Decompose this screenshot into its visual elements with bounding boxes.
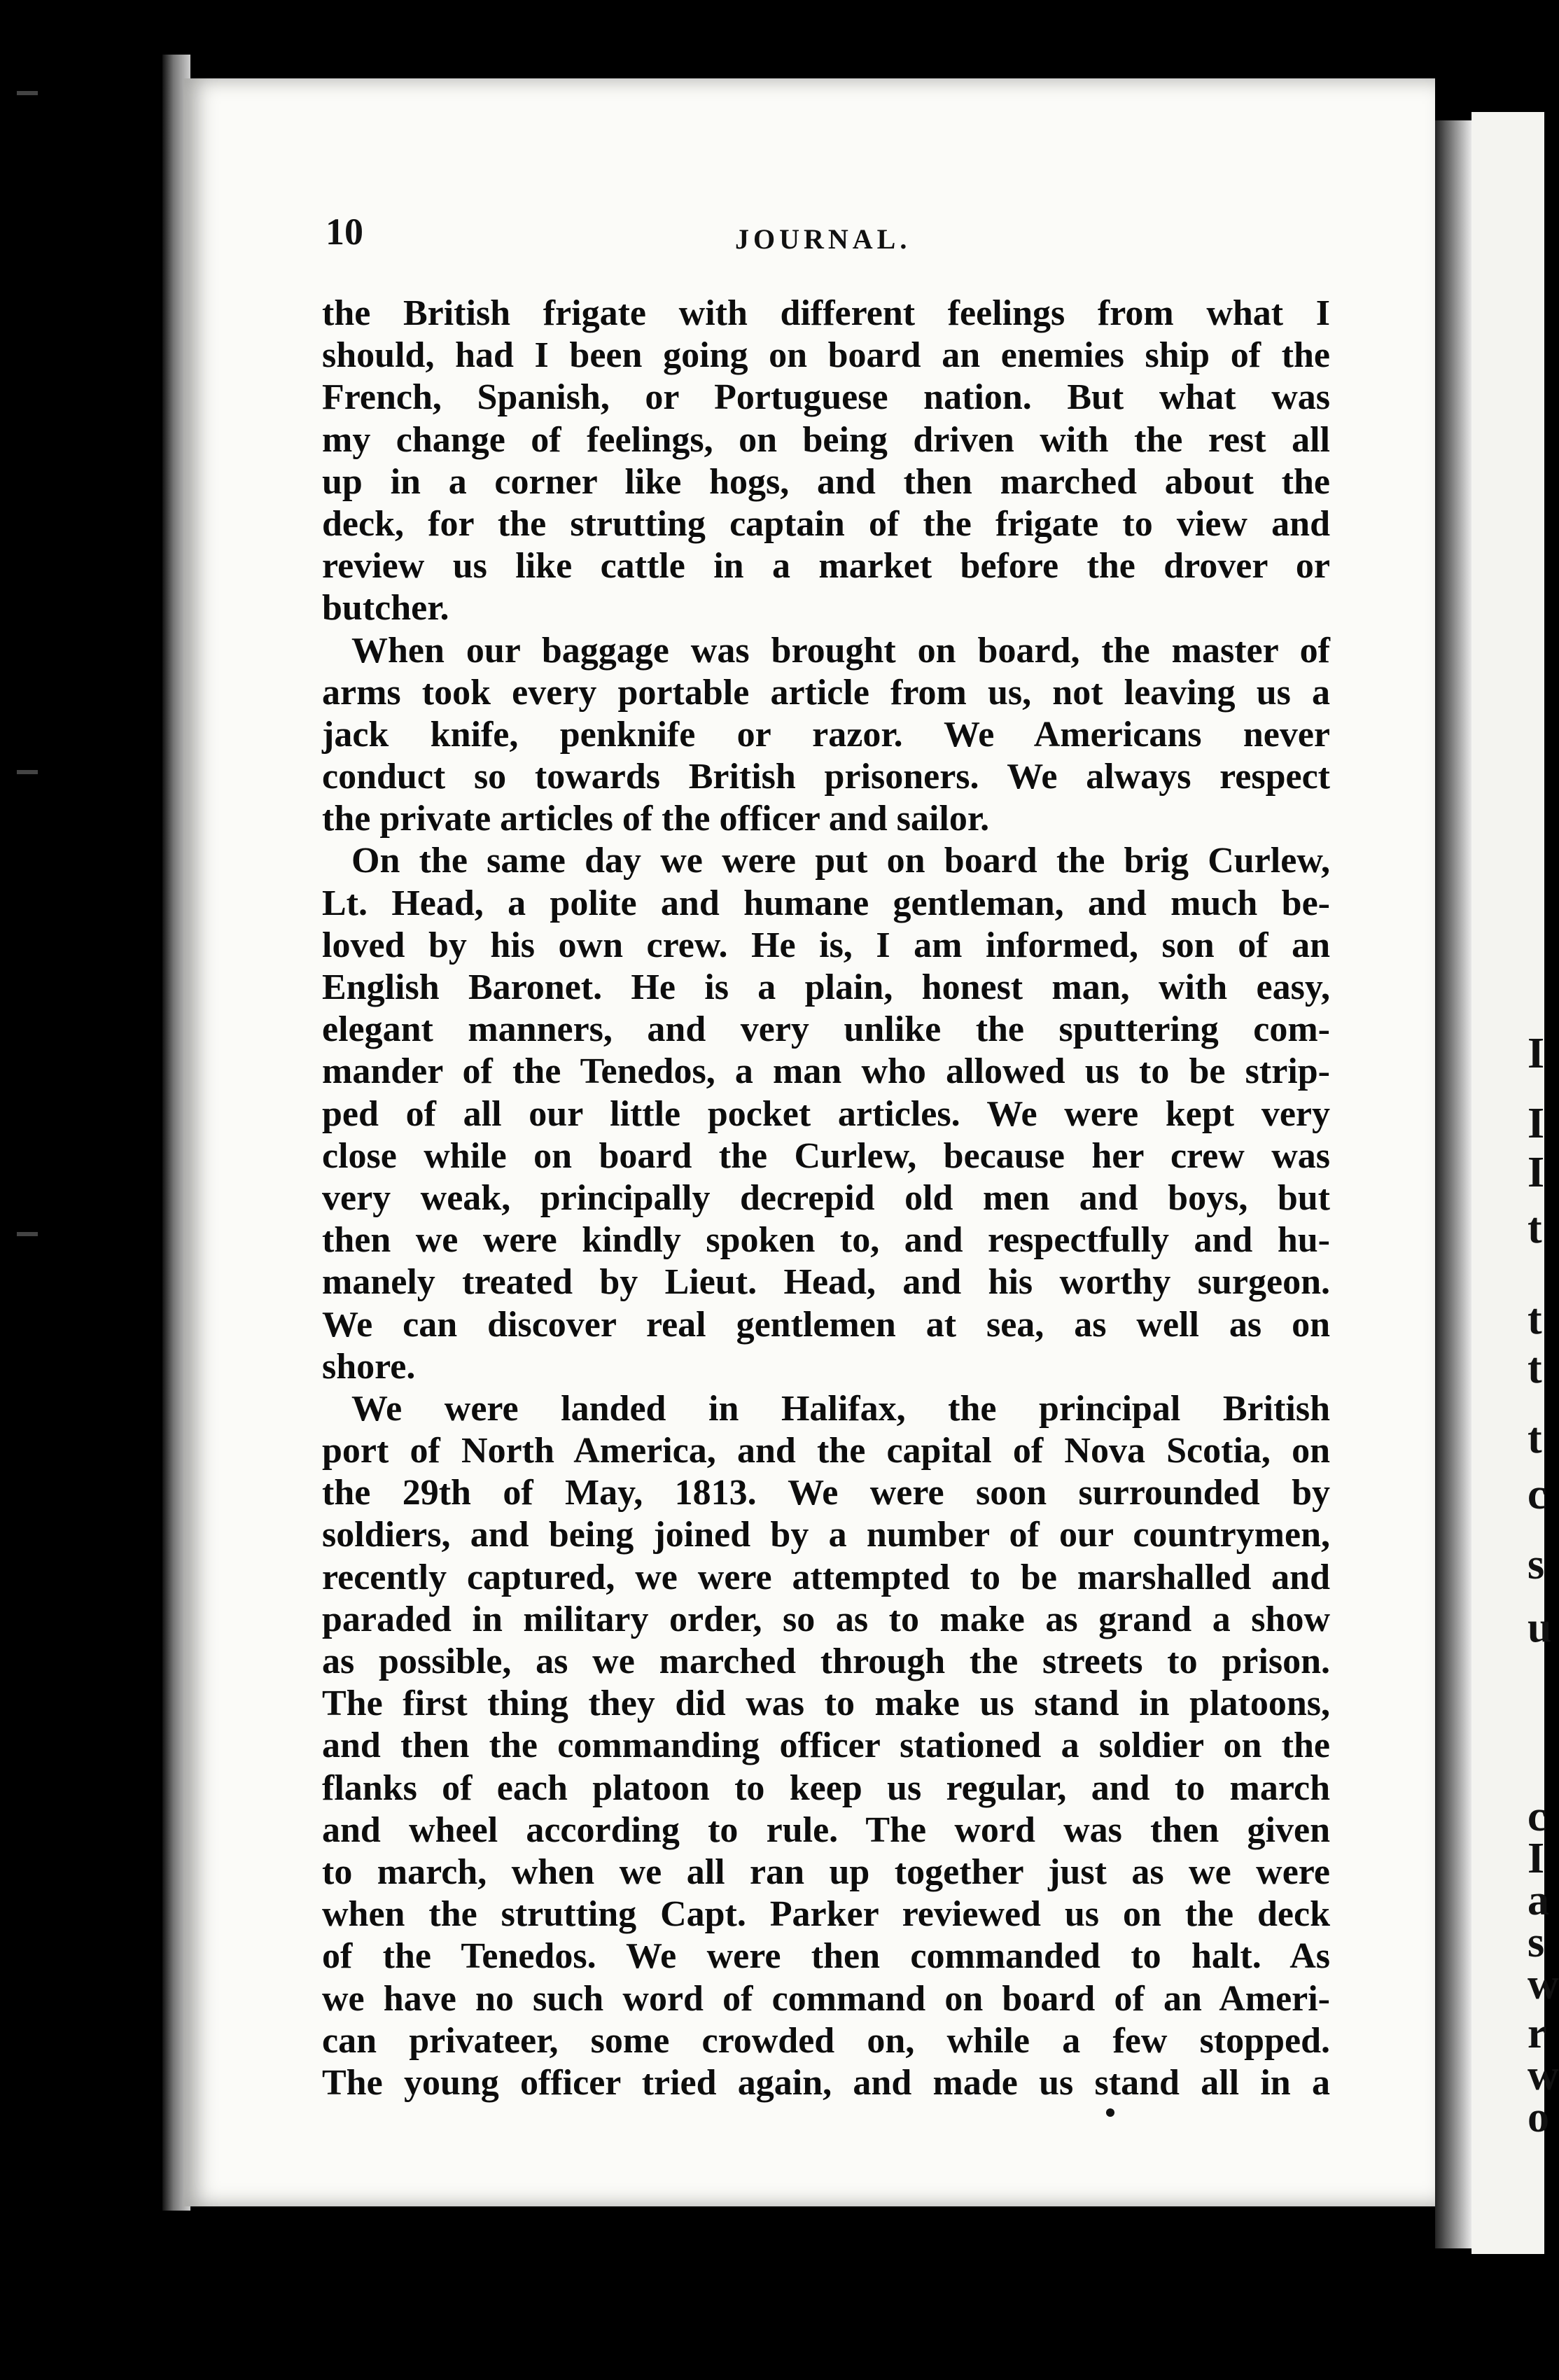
text-line: of the Tenedos. We were then commanded to halt. As xyxy=(322,1936,1330,1977)
facing-page-letter: t xyxy=(1527,1205,1542,1252)
facing-page-letter: s xyxy=(1527,1541,1545,1588)
text-line: deck, for the strutting captain of the frigate to view and xyxy=(322,503,1330,544)
text-line: review us like cattle in a market before the drover or xyxy=(322,546,1330,587)
facing-page-letter: I xyxy=(1527,1030,1545,1077)
facing-page-letter: u xyxy=(1527,1604,1552,1651)
text-line: very weak, principally decrepid old men and boys, but xyxy=(322,1177,1330,1218)
text-line: On the same day we were put on board the brig Curlew, xyxy=(351,841,1330,881)
facing-page-edge xyxy=(1471,112,1559,2254)
text-line: ped of all our little pocket articles. We were kept very xyxy=(322,1093,1330,1134)
text-line: port of North America, and the capital of Nova Scotia, on xyxy=(322,1431,1330,1471)
facing-page-letter: t xyxy=(1527,1345,1542,1392)
spine-mark xyxy=(17,91,38,95)
text-line: When our baggage was brought on board, the master of xyxy=(351,630,1330,671)
facing-page-letter: w xyxy=(1527,2052,1559,2099)
body-text xyxy=(322,293,1330,2104)
spine-mark xyxy=(17,1232,38,1236)
text-line: mander of the Tenedos, a man who allowed us to be strip- xyxy=(322,1051,1330,1092)
facing-page-letter: s xyxy=(1527,1919,1545,1966)
text-line: should, had I been going on board an enemies ship of the xyxy=(322,335,1330,376)
text-line: The first thing they did was to make us stand in platoons, xyxy=(322,1684,1330,1724)
text-line: and then the commanding officer stationed a soldier on the xyxy=(322,1726,1330,1766)
facing-page-letter: a xyxy=(1527,1877,1549,1924)
facing-page-letter: I xyxy=(1527,1835,1545,1882)
text-line: when the strutting Capt. Parker reviewed us on the deck xyxy=(322,1894,1330,1935)
text-line: arms took every portable article from us, not leaving us a xyxy=(322,672,1330,713)
text-line: as possible, as we marched through the streets to prison. xyxy=(322,1642,1330,1681)
text-line: and wheel according to rule. The word was then given xyxy=(322,1809,1330,1850)
text-line: the 29th of May, 1813. We were soon surrounded by xyxy=(322,1473,1330,1513)
text-line: paraded in military order, so as to make as grand a show xyxy=(322,1599,1330,1639)
text-line: shore. xyxy=(322,1346,416,1387)
facing-page-letter: o xyxy=(1527,2094,1549,2141)
text-line: jack knife, penknife or razor. We Americans never xyxy=(322,714,1330,755)
text-line: butcher. xyxy=(322,588,449,629)
page-number: 10 xyxy=(326,211,363,253)
text-line: the private articles of the officer and sailor. xyxy=(322,799,990,839)
facing-page-letter: t xyxy=(1527,1415,1542,1462)
spine-mark xyxy=(17,770,38,774)
text-line: We were landed in Halifax, the principal British xyxy=(351,1388,1330,1429)
text-line: soldiers, and being joined by a number of our countrymen, xyxy=(322,1515,1330,1555)
text-line: recently captured, we were attempted to be marshalled and xyxy=(322,1557,1330,1597)
text-line: French, Spanish, or Portuguese nation. But what was xyxy=(322,377,1330,418)
text-line: elegant manners, and very unlike the sputtering com- xyxy=(322,1009,1330,1050)
text-line: to march, when we all ran up together just as we were xyxy=(322,1851,1330,1892)
text-line: the British frigate with different feelings from what I xyxy=(322,293,1330,333)
text-line: loved by his own crew. He is, I am informed, son of an xyxy=(322,925,1330,965)
text-line: close while on board the Curlew, because her crew was xyxy=(322,1135,1330,1176)
ink-dot xyxy=(1106,2108,1114,2117)
facing-page-letter: c xyxy=(1527,1471,1547,1518)
text-line: We can discover real gentlemen at sea, as well as on xyxy=(322,1304,1330,1345)
text-line: conduct so towards British prisoners. We always respect xyxy=(322,757,1330,797)
book-gutter xyxy=(1435,120,1471,2248)
facing-page-letter: I xyxy=(1527,1100,1545,1147)
text-line: then we were kindly spoken to, and respectfully and hu- xyxy=(322,1220,1330,1261)
facing-page-letter: w xyxy=(1527,1961,1559,2008)
facing-page-letter: I xyxy=(1527,1149,1545,1196)
facing-page-letter: t xyxy=(1527,1296,1542,1343)
text-line: flanks of each platoon to keep us regular, and to march xyxy=(322,1768,1330,1808)
text-line: English Baronet. He is a plain, honest man, with easy, xyxy=(322,967,1330,1007)
text-line: up in a corner like hogs, and then marched about the xyxy=(322,461,1330,502)
text-line: we have no such word of command on board of an Ameri- xyxy=(322,1978,1330,2019)
text-line: manely treated by Lieut. Head, and his worthy surgeon. xyxy=(322,1262,1330,1303)
running-head: JOURNAL. xyxy=(735,223,911,255)
text-line: The young officer tried again, and made us stand all in a xyxy=(322,2062,1330,2103)
text-line: my change of feelings, on being driven with the rest all xyxy=(322,419,1330,460)
facing-page-letter: c xyxy=(1527,1793,1547,1840)
text-line: Lt. Head, a polite and humane gentleman, and much be- xyxy=(322,883,1330,923)
facing-page-letter: r xyxy=(1527,2010,1547,2057)
text-line: can privateer, some crowded on, while a few stopped. xyxy=(322,2020,1330,2061)
